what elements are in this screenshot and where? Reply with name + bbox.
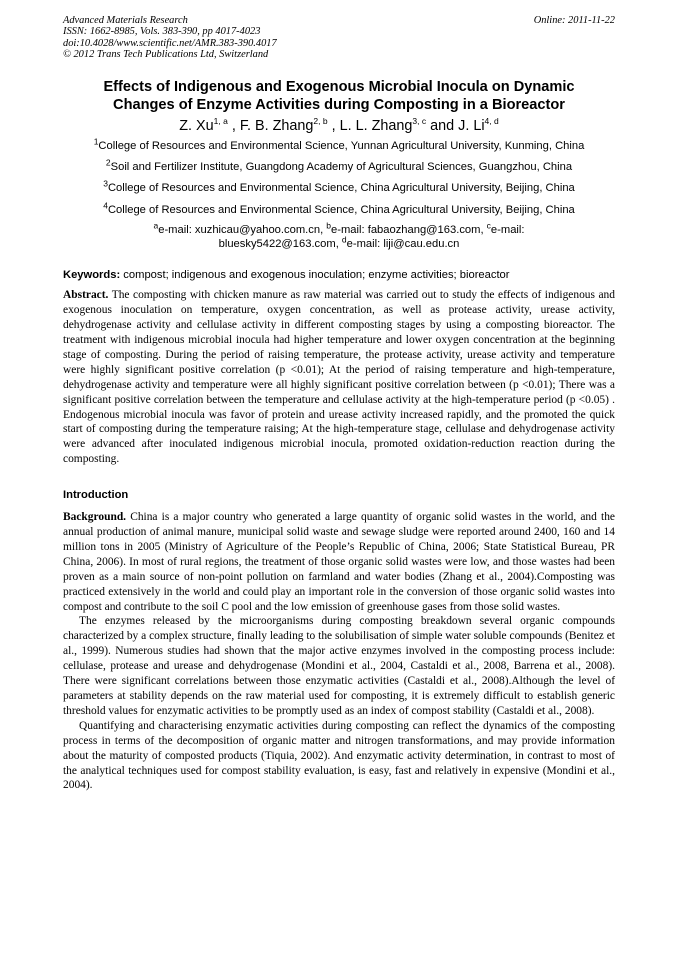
affiliation-text: College of Resources and Environmental Science, Yunnan Agricultural University, Kunming, China — [98, 139, 585, 152]
keywords-text: compost; indigenous and exogenous inoculation; enzyme activities; bioreactor — [120, 269, 510, 282]
author-separator: , — [327, 117, 340, 134]
email-a: e-mail: xuzhicau@yahoo.com.cn, — [158, 224, 327, 237]
author-sup: 4, d — [484, 115, 499, 126]
affiliation-2 — [63, 157, 615, 178]
title-line-1: Effects of Indigenous and Exogenous Microbial Inocula on Dynamic — [103, 78, 575, 95]
intro-paragraph-1 — [63, 510, 615, 614]
author-sup: 2, b — [313, 115, 328, 126]
background-label: Background. — [63, 511, 127, 524]
abstract — [63, 288, 615, 467]
doi-line: doi:10.4028/www.scientific.net/AMR.383-390.4017 — [63, 37, 277, 49]
author-list — [63, 116, 615, 136]
affiliation-text: College of Resources and Environmental Science, China Agricultural University, Beijing, China — [107, 182, 575, 195]
email-list — [63, 220, 615, 251]
introduction-heading: Introduction — [63, 489, 129, 502]
email-c-label: e-mail: — [490, 224, 525, 237]
author-name: L. L. Zhang — [339, 117, 413, 134]
issn-line: ISSN: 1662-8985, Vols. 383-390, pp 4017-4023 — [63, 26, 261, 38]
email-sup: b — [326, 220, 332, 231]
author-and: and — [430, 117, 459, 134]
author-name: F. B. Zhang — [239, 117, 314, 134]
author-name: J. Li — [458, 117, 485, 134]
intro-paragraph-2: The enzymes released by the microorganisms during composting breakdown several organic compounds characterized by a complex structure, finally leading to the solubilisation of simple water soluble compounds (Benitez et al., 1999). Numerous studies had shown that the major active enzymes involved in the composting process include: cellulase, protease and urease and dehydrogenase (Mondini et al., 2004, Castaldi et al., 2008, Barrena et al., 2008). There were significant correlations between those enzymatic activities (Castaldi et al., 2008).Although the level of parameters at stability depends on the raw material used for composting, it is extremely difficult to establish generic threshold values for enzymatic activities to be promptly used as an index of compost stability (Castaldi et al., 2008). — [63, 615, 615, 717]
abstract-label: Abstract. — [63, 289, 109, 302]
email-sup: c — [486, 220, 491, 231]
intro-paragraph-3: Quantifying and characterising enzymatic activities during composting can reflect the dynamics of the composting process in terms of the decomposition of organic matter and nitrogen transformations, and may provide information about the maturity of composted products (Tiquia, 2002). And enzymatic activity determination, in contrast to most of the analytical techniques used for compost stability evaluation, is easy, fast and relatively in expensive (Mondini et al., 2004). — [63, 719, 615, 792]
affiliation-sup: 1 — [93, 135, 99, 146]
author-sup: 1, a — [213, 115, 228, 126]
journal-name: Advanced Materials Research — [63, 15, 188, 26]
affiliation-text: College of Resources and Environmental Science, China Agricultural University, Beijing, China — [107, 203, 575, 216]
keywords — [63, 268, 615, 282]
intro-paragraph-1-text: China is a major country who generated a large quantity of organic solid wastes in the world, and the annual production of animal manure, municipal solid waste and sewage sludge were reported around 2400, 160 and 14 million tons in 2005 (Ministry of Agriculture of the People’s Republic of China, 2006; State Statistical Bureau, PR China, 2006). In most of rural regions, the treatment of those organic solid wastes were low, and those wastes had been proven as a main source of non-point pollution on farmland and water bodies (Zhang et al., 2004).Composting was practiced extensively in the world and could play an important role in the conversion of those organic solid wastes into compost and contribute to the soil C pool and the low emission of greenhouse gases from those solid wastes. — [63, 511, 615, 613]
affiliation-sup: 2 — [105, 157, 111, 168]
affiliation-text: Soil and Fertilizer Institute, Guangdong Academy of Agricultural Sciences, Guangzhou, China — [110, 161, 573, 174]
online-date: Online: 2011-11-22 — [533, 15, 615, 26]
title-line-2: Changes of Enzyme Activities during Composting in a Bioreactor — [113, 96, 565, 113]
affiliations — [63, 136, 615, 222]
affiliation-4 — [63, 200, 615, 221]
email-line-2 — [63, 234, 615, 251]
paper-title — [63, 78, 615, 114]
affiliation-sup: 3 — [103, 178, 108, 189]
copyright-line: © 2012 Trans Tech Publications Ltd, Switzerland — [63, 49, 269, 61]
keywords-label: Keywords: — [63, 269, 121, 282]
publication-info — [63, 15, 615, 61]
email-sup: a — [153, 220, 159, 231]
email-b: e-mail: fabaozhang@163.com, — [331, 224, 487, 237]
affiliation-1 — [63, 136, 615, 157]
email-c: bluesky5422@163.com, — [218, 238, 342, 251]
author-sup: 3, c — [412, 115, 427, 126]
affiliation-3 — [63, 178, 615, 199]
abstract-text: The composting with chicken manure as raw material was carried out to study the effects of indigenous and exogenous inoculation on temperature, oxygen concentration, as well as protease activity, urease activity, dehydrogenase activity and cellulase activity in different composting stages by using a composting bioreactor. The treatment with indigenous microbial inocula had higher temperature and lower oxygen concentration at the beginning stage of composting. During the period of raising temperature, the protease activity, urease activity and temperature were highly significant positive correlation (p <0.01); At the period of raising temperature and high-temperature, dehydrogenase activity and temperature were all highly significant positive correlation between (p <0.01); There was a significant positive correlation between the temperature and cellulase activity at the high-temperature period (p <0.05) . Endogenous microbial inocula was favor of protein and urease activity increased rapidly, and the promoted the quick start of composting during the temperature raising; At the high-temperature stage, cellulase and dehydrogenase activity were advanced after inoculated indigenous microbial inocula, promoted oxidation-reduction reaction during the composting. — [63, 289, 615, 466]
email-sup: d — [341, 234, 347, 245]
email-d: e-mail: liji@cau.edu.cn — [346, 238, 460, 251]
author-name: Z. Xu — [179, 117, 214, 134]
email-line-1 — [63, 220, 615, 237]
author-separator: , — [227, 117, 240, 134]
affiliation-sup: 4 — [103, 200, 108, 211]
